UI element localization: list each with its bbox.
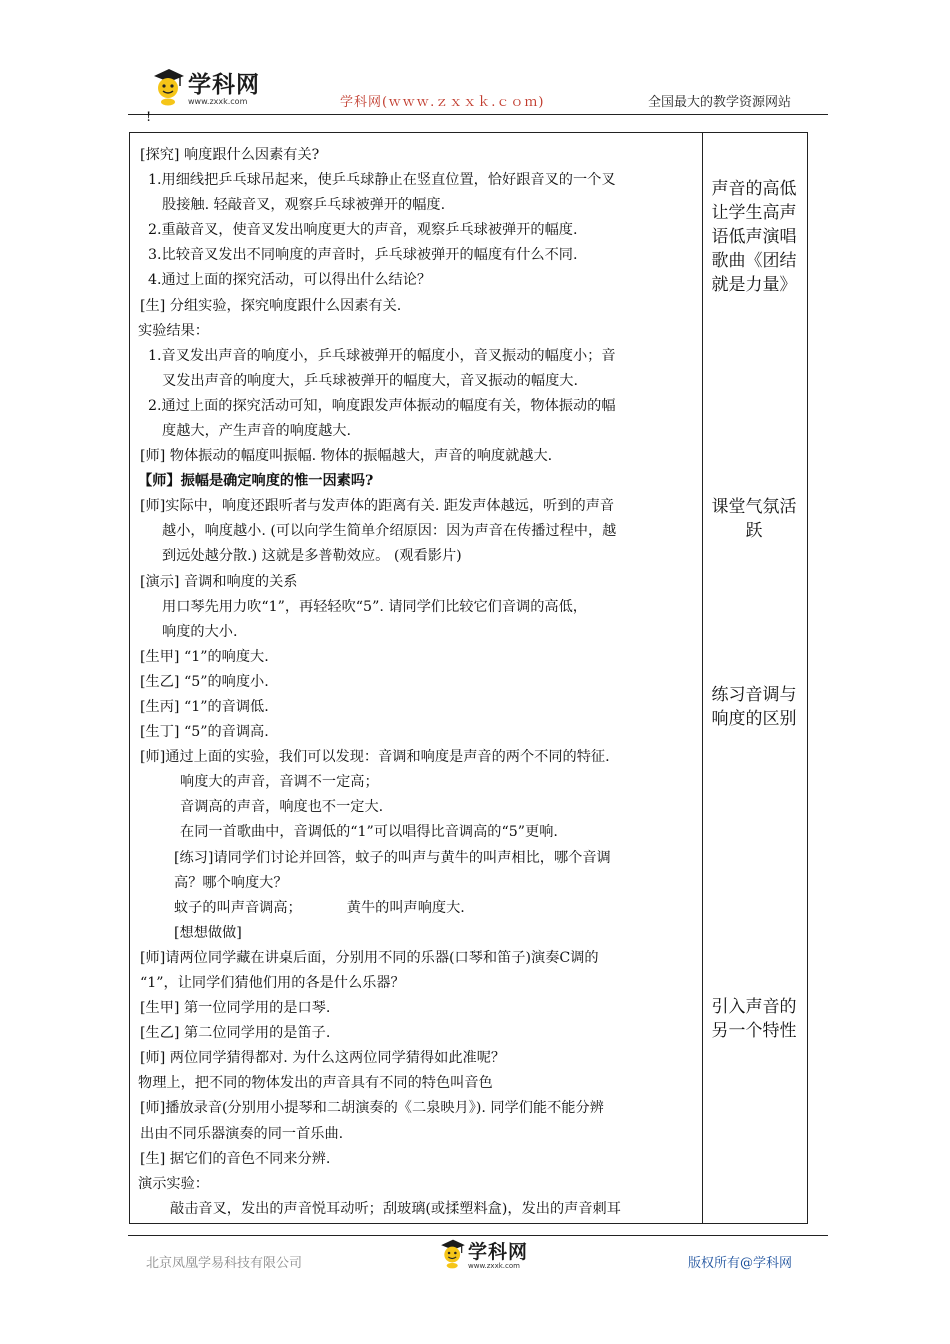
text-line: 响度的大小.: [162, 624, 238, 640]
header-logo: [150, 66, 260, 106]
header-mark: !: [146, 110, 152, 125]
text-line: 在同一首歌曲中，音调低的“1”可以唱得比音调高的“5”更响.: [180, 824, 558, 840]
text-line: 股接触. 轻敲音叉，观察乒乓球被弹开的幅度.: [162, 197, 446, 213]
side-note: 声音的高低让学生高声语低声演唱歌曲《团结就是力量》: [711, 179, 797, 295]
side-note: 练习音调与响度的区别: [711, 685, 797, 729]
column-divider: [702, 133, 703, 1223]
text-line: 2.通过上面的探究活动可知，响度跟发声体振动的幅度有关，物体振动的幅: [148, 398, 616, 414]
text-line: [生] 据它们的音色不同来分辨.: [140, 1151, 331, 1167]
text-line: 度越大，产生声音的响度越大.: [162, 423, 351, 439]
text-line: [生乙] 第二位同学用的是笛子.: [140, 1025, 331, 1041]
text-line: [师]实际中，响度还跟听者与发声体的距离有关. 距发声体越远，听到的声音: [140, 498, 615, 514]
mascot-icon: [150, 66, 188, 106]
text-line: [师]请两位同学藏在讲桌后面，分别用不同的乐器(口琴和笛子)演奏C调的: [140, 950, 599, 966]
text-line: [演示] 音调和响度的关系: [140, 574, 298, 590]
logo-url: www.zxxk.com: [468, 1262, 520, 1270]
text-line: [师]通过上面的实验，我们可以发现：音调和响度是声音的两个不同的特征.: [140, 749, 610, 765]
side-note: 引入声音的另一个特性: [711, 997, 797, 1041]
text-line: 音调高的声音，响度也不一定大.: [180, 799, 384, 815]
text-line: [师] 物体振动的幅度叫振幅. 物体的振幅越大，声音的响度就越大.: [140, 448, 553, 464]
logo-name: 学科网: [188, 72, 260, 98]
text-line: 用口琴先用力吹“1”，再轻轻吹“5”. 请同学们比较它们音调的高低，: [162, 599, 587, 615]
text-line: [师]播放录音(分别用小提琴和二胡演奏的《二泉映月》). 同学们能不能分辨: [140, 1100, 604, 1116]
text-line: 物理上，把不同的物体发出的声音具有不同的特色叫音色: [138, 1075, 493, 1091]
text-line: 越小，响度越小. (可以向学生简单介绍原因：因为声音在传播过程中，越: [162, 523, 617, 539]
text-line: 到远处越分散.) 这就是多普勒效应。 (观看影片): [162, 548, 462, 564]
logo-url: www.zxxk.com: [188, 97, 248, 106]
text-line: 2.重敲音叉，使音叉发出响度更大的声音，观察乒乓球被弹开的幅度.: [148, 222, 578, 238]
mascot-icon: [438, 1237, 468, 1269]
page-footer: [0, 1225, 950, 1344]
text-line: “1”，让同学们猜他们用的各是什么乐器？: [140, 975, 405, 991]
text-line: 叉发出声音的响度大，乒乓球被弹开的幅度大，音叉振动的幅度大.: [162, 373, 578, 389]
header-slogan: 全国最大的教学资源网站: [648, 95, 792, 110]
text-line: 实验结果：: [138, 323, 209, 339]
text-line: [师] 两位同学猜得都对. 为什么这两位同学猜得如此准呢？: [140, 1050, 506, 1066]
text-line: 4.通过上面的探究活动，可以得出什么结论？: [148, 272, 432, 288]
side-note: 课堂气氛活跃: [711, 497, 797, 541]
lesson-table: [129, 132, 808, 1224]
header-site-link[interactable]: 学科网(ｗｗｗ.ｚｘｘｋ.ｃｏｍ): [340, 95, 545, 110]
footer-copyright-link[interactable]: 版权所有@学科网: [688, 1256, 793, 1271]
text-line: 高？哪个响度大？: [174, 875, 288, 891]
logo-name: 学科网: [468, 1241, 529, 1263]
footer-divider: [128, 1235, 828, 1236]
text-line: [练习]请同学们讨论并回答，蚊子的叫声与黄牛的叫声相比，哪个音调: [174, 850, 611, 866]
text-line: [生丁] “5”的音调高.: [140, 724, 269, 740]
text-line: [生甲] “1”的响度大.: [140, 649, 269, 665]
text-line: 蚊子的叫声音调高； 黄牛的叫声响度大.: [174, 900, 465, 916]
text-line: 1.音叉发出声音的响度小，乒乓球被弹开的幅度小，音叉振动的幅度小；音: [148, 348, 616, 364]
page-header: [0, 0, 950, 135]
footer-company: 北京凤凰学易科技有限公司: [146, 1256, 303, 1271]
header-divider: [128, 114, 828, 115]
text-line: 演示实验：: [138, 1176, 209, 1192]
text-line: 响度大的声音，音调不一定高；: [180, 774, 379, 790]
text-line: [探究] 响度跟什么因素有关?: [140, 147, 320, 163]
text-line: [想想做做]: [174, 925, 242, 941]
text-line: [生乙] “5”的响度小.: [140, 674, 269, 690]
text-line: 敲击音叉，发出的声音悦耳动听；刮玻璃(或揉塑料盒)，发出的声音刺耳: [170, 1201, 621, 1217]
text-line: 1.用细线把乒乓球吊起来，使乒乓球静止在竖直位置，恰好跟音叉的一个叉: [148, 172, 616, 188]
text-line: [生丙] “1”的音调低.: [140, 699, 269, 715]
text-line: 出由不同乐器演奏的同一首乐曲.: [140, 1126, 344, 1142]
text-line: 【师】振幅是确定响度的惟一因素吗?: [138, 473, 374, 489]
footer-logo: [438, 1237, 528, 1270]
text-line: 3.比较音叉发出不同响度的声音时，乒乓球被弹开的幅度有什么不同.: [148, 247, 578, 263]
text-line: [生] 分组实验，探究响度跟什么因素有关.: [140, 298, 402, 314]
text-line: [生甲] 第一位同学用的是口琴.: [140, 1000, 331, 1016]
